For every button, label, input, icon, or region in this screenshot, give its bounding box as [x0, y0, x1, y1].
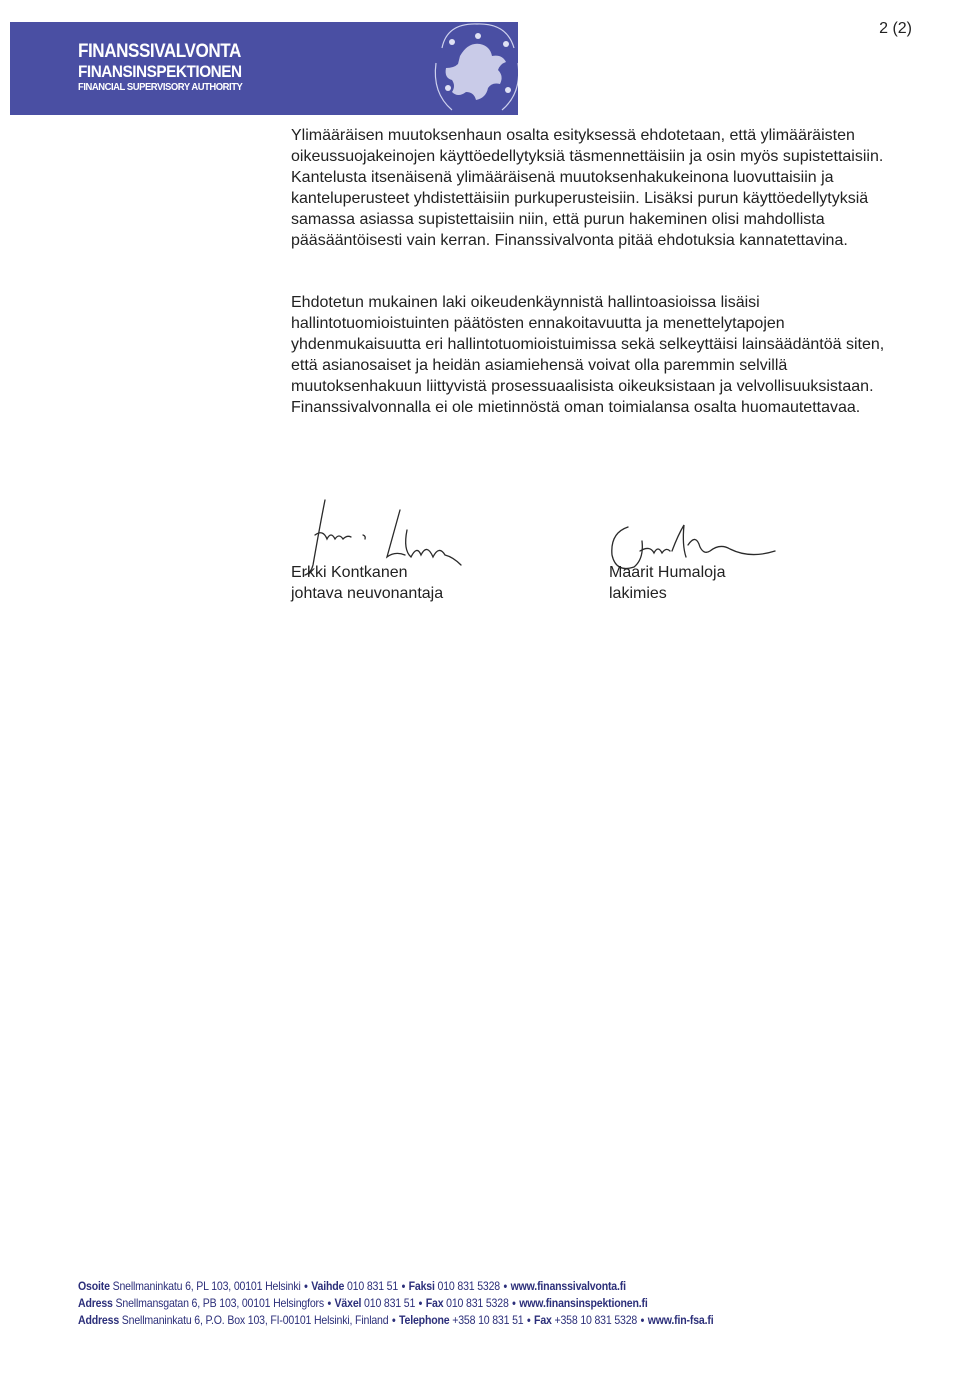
- footer-phone: 010 831 51: [364, 1296, 416, 1310]
- footer-phone: +358 10 831 51: [452, 1313, 524, 1327]
- bullet-separator-icon: •: [512, 1296, 516, 1310]
- footer-phone: 010 831 51: [346, 1279, 399, 1293]
- footer-phone-label: Telephone: [399, 1313, 450, 1327]
- page-number: 2 (2): [879, 20, 912, 37]
- bullet-separator-icon: •: [391, 1313, 396, 1327]
- footer-website-link[interactable]: www.fin-fsa.fi: [647, 1313, 714, 1327]
- signatory-title: johtava neuvonantaja: [291, 585, 444, 602]
- header-logo-band: [10, 22, 518, 115]
- footer-line-english: [78, 1312, 713, 1329]
- footer-phone-label: Vaihde: [311, 1279, 345, 1293]
- authority-logo-text: [78, 42, 261, 94]
- bullet-separator-icon: •: [327, 1296, 332, 1310]
- footer-fax: 010 831 5328: [437, 1279, 501, 1293]
- paragraph-administrative-procedure: Ehdotetun mukainen laki oikeudenkäynnistä hallintoasioissa lisäisi hallintotuomioistuinten päätösten ennakoitavuutta ja menettelytapojen yhdenmukaisuutta eri hallintotuomioistuimissa sekä selkeyttäisi lainsäädäntöä siten, että asianosaiset ja heidän asiamiehensä voivat olla paremmin selvillä muutoksenhakuun liittyvistä prosessuaalisista oikeuksistaan ja velvollisuuksistaan. Finanssivalvonnalla ei ole mietinnöstä oman toimialansa osalta huomautettavaa.: [291, 294, 885, 416]
- paragraph-extraordinary-appeal: Ylimääräisen muutoksenhaun osalta esityksessä ehdotetaan, että ylimääräisten oikeussuojakeinojen käyttöedellytyksiä täsmennettäisiin ja osin myös supistettaisiin. Kantelusta itsenäisenä ylimääräisenä muutoksenhakukeinona luovuttaisiin ja kanteluperusteet yhdistettäisiin purkuperusteisiin. Lisäksi purun käyttöedellytyksiä samassa asiassa supistettaisiin niin, että purun hakeminen olisi mahdollista pääsääntöisesti vain kerran. Finanssivalvonta pitää ehdotuksia kannatettavina.: [291, 127, 884, 249]
- coat-of-arms-lion-icon: [422, 22, 518, 115]
- footer-contact-info: [78, 1278, 800, 1329]
- signatory-kontkanen: [291, 562, 443, 604]
- signatory-title: lakimies: [609, 585, 667, 602]
- footer-address: Snellmansgatan 6, PB 103, 00101 Helsingfors: [115, 1296, 324, 1310]
- footer-address: Snellmaninkatu 6, P.O. Box 103, FI-00101 Helsinki, Finland: [121, 1313, 389, 1327]
- bullet-separator-icon: •: [304, 1279, 308, 1293]
- footer-fax: 010 831 5328: [446, 1296, 509, 1310]
- logo-line-finnish: FINANSSIVALVONTA: [78, 41, 241, 62]
- signature-area: [270, 495, 830, 615]
- bullet-separator-icon: •: [418, 1296, 423, 1310]
- logo-line-swedish: FINANSINSPEKTIONEN: [78, 62, 242, 81]
- bullet-separator-icon: •: [503, 1279, 508, 1293]
- footer-website-link[interactable]: www.finanssivalvonta.fi: [510, 1279, 626, 1293]
- footer-fax: +358 10 831 5328: [554, 1313, 638, 1327]
- signatory-humaloja: [609, 562, 725, 604]
- bullet-separator-icon: •: [401, 1279, 406, 1293]
- footer-address-label: Osoite: [78, 1279, 110, 1293]
- footer-line-finnish: [78, 1278, 713, 1295]
- footer-fax-label: Faksi: [408, 1279, 435, 1293]
- signatory-name: Erkki Kontkanen: [291, 564, 408, 581]
- footer-fax-label: Fax: [534, 1313, 552, 1327]
- signatory-name: Maarit Humaloja: [609, 564, 726, 581]
- footer-fax-label: Fax: [425, 1296, 444, 1310]
- footer-website-link[interactable]: www.finansinspektionen.fi: [519, 1296, 648, 1310]
- footer-line-swedish: [78, 1295, 713, 1312]
- footer-address-label: Adress: [78, 1296, 113, 1310]
- footer-phone-label: Växel: [334, 1296, 362, 1310]
- footer-address-label: Address: [78, 1313, 120, 1327]
- bullet-separator-icon: •: [527, 1313, 531, 1327]
- bullet-separator-icon: •: [640, 1313, 645, 1327]
- logo-line-english: FINANCIAL SUPERVISORY AUTHORITY: [78, 81, 243, 93]
- footer-address: Snellmaninkatu 6, PL 103, 00101 Helsinki: [112, 1279, 301, 1293]
